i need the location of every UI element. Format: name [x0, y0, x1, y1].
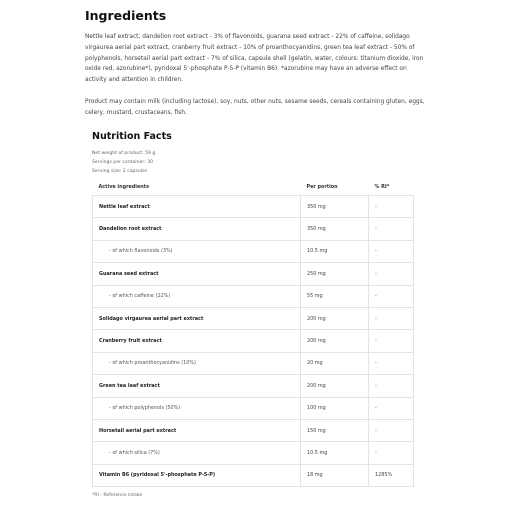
ingredient-name-cell: - of which flavonoids (3%): [93, 240, 301, 262]
per-portion-cell: 250 mg: [301, 263, 369, 285]
per-portion-cell: 200 mg: [301, 375, 369, 397]
per-portion-cell: 350 mg: [301, 196, 369, 218]
ri-cell: -: [369, 419, 414, 441]
ingredients-heading: Ingredients: [85, 8, 167, 23]
ri-cell: -: [369, 330, 414, 352]
table-header-row: [93, 179, 414, 196]
header-ri: % RI*: [374, 184, 390, 190]
table-row: [93, 352, 414, 374]
table-row: [93, 419, 414, 441]
ingredient-name-cell: Nettle leaf extract: [93, 196, 301, 218]
ri-cell: 1285%: [369, 464, 414, 486]
allergen-notice-text: Product may contain milk (including lactose), soy, nuts, other nuts, sesame seeds, cereals containing gluten, eggs, celery, mustard, crustaceans, fish.: [85, 99, 425, 116]
table-row: [93, 375, 414, 397]
ingredient-name-cell: - of which proanthocyanidins (10%): [93, 352, 301, 374]
ri-cell: -: [369, 218, 414, 240]
ingredient-name-cell: Horsetail aerial part extract: [93, 419, 301, 441]
header-per-portion: Per portion: [306, 184, 338, 190]
ri-cell: -: [369, 397, 414, 419]
table-row: [93, 218, 414, 240]
table-row: [93, 442, 414, 464]
header-active-ingredients: Active ingredients: [98, 184, 150, 190]
net-weight-text: Net weight of product: 59 g: [92, 151, 156, 156]
table-row: [93, 464, 414, 486]
per-portion-cell: 18 mg: [301, 464, 369, 486]
nutrition-facts-table: [92, 179, 414, 487]
per-portion-cell: 10.5 mg: [301, 442, 369, 464]
ingredient-name-cell: - of which caffeine (22%): [93, 285, 301, 307]
ri-cell: -: [369, 352, 414, 374]
nutrition-facts-heading: Nutrition Facts: [92, 131, 172, 142]
ri-footnote: *RI - Reference intake: [92, 493, 143, 498]
table-row: [93, 307, 414, 329]
per-portion-cell: 20 mg: [301, 352, 369, 374]
table-row: [93, 330, 414, 352]
per-portion-cell: 10.5 mg: [301, 240, 369, 262]
table-row: [93, 263, 414, 285]
ri-cell: -: [369, 285, 414, 307]
ingredient-name-cell: Cranberry fruit extract: [93, 330, 301, 352]
ingredient-name-cell: - of which silica (7%): [93, 442, 301, 464]
table-row: [93, 196, 414, 218]
ri-cell: -: [369, 442, 414, 464]
servings-per-container-text: Servings per container: 30: [92, 160, 153, 165]
ri-cell: -: [369, 375, 414, 397]
ri-cell: -: [369, 240, 414, 262]
ingredient-name-cell: - of which polyphenols (50%): [93, 397, 301, 419]
per-portion-cell: 55 mg: [301, 285, 369, 307]
ingredient-name-cell: Solidago virgaurea aerial part extract: [93, 307, 301, 329]
nutrition-table-body: [93, 196, 414, 487]
per-portion-cell: 350 mg: [301, 218, 369, 240]
table-row: [93, 285, 414, 307]
ri-cell: -: [369, 263, 414, 285]
ri-cell: -: [369, 196, 414, 218]
ingredient-name-cell: Green tea leaf extract: [93, 375, 301, 397]
ingredient-name-cell: Vitamin B6 (pyridoxal 5'-phosphate P-5-P): [93, 464, 301, 486]
table-row: [93, 240, 414, 262]
ri-cell: -: [369, 307, 414, 329]
ingredients-list-text: Nettle leaf extract, dandelion root extract - 3% of flavonoids, guarana seed extract - 22% of caffeine, solidago virgaurea aerial part extract, cranberry fruit extract - 10% of proanthocyanidins, green tea leaf extract - 50% of polyphenols, horsetail aerial part extract - 7% of silica, capsule shell (gelatin, water, colours: titanium dioxide, iron oxide red, azorubine*), pyridoxal 5'-phosphate P-5-P (vitamin B6). *azorubine may have an adverse effect on activity and attention in children.: [85, 34, 424, 84]
ingredient-name-cell: Dandelion root extract: [93, 218, 301, 240]
serving-size-text: Serving size: 2 capsules: [92, 169, 148, 174]
per-portion-cell: 150 mg: [301, 419, 369, 441]
per-portion-cell: 200 mg: [301, 330, 369, 352]
table-row: [93, 397, 414, 419]
ingredient-name-cell: Guarana seed extract: [93, 263, 301, 285]
per-portion-cell: 100 mg: [301, 397, 369, 419]
per-portion-cell: 200 mg: [301, 307, 369, 329]
